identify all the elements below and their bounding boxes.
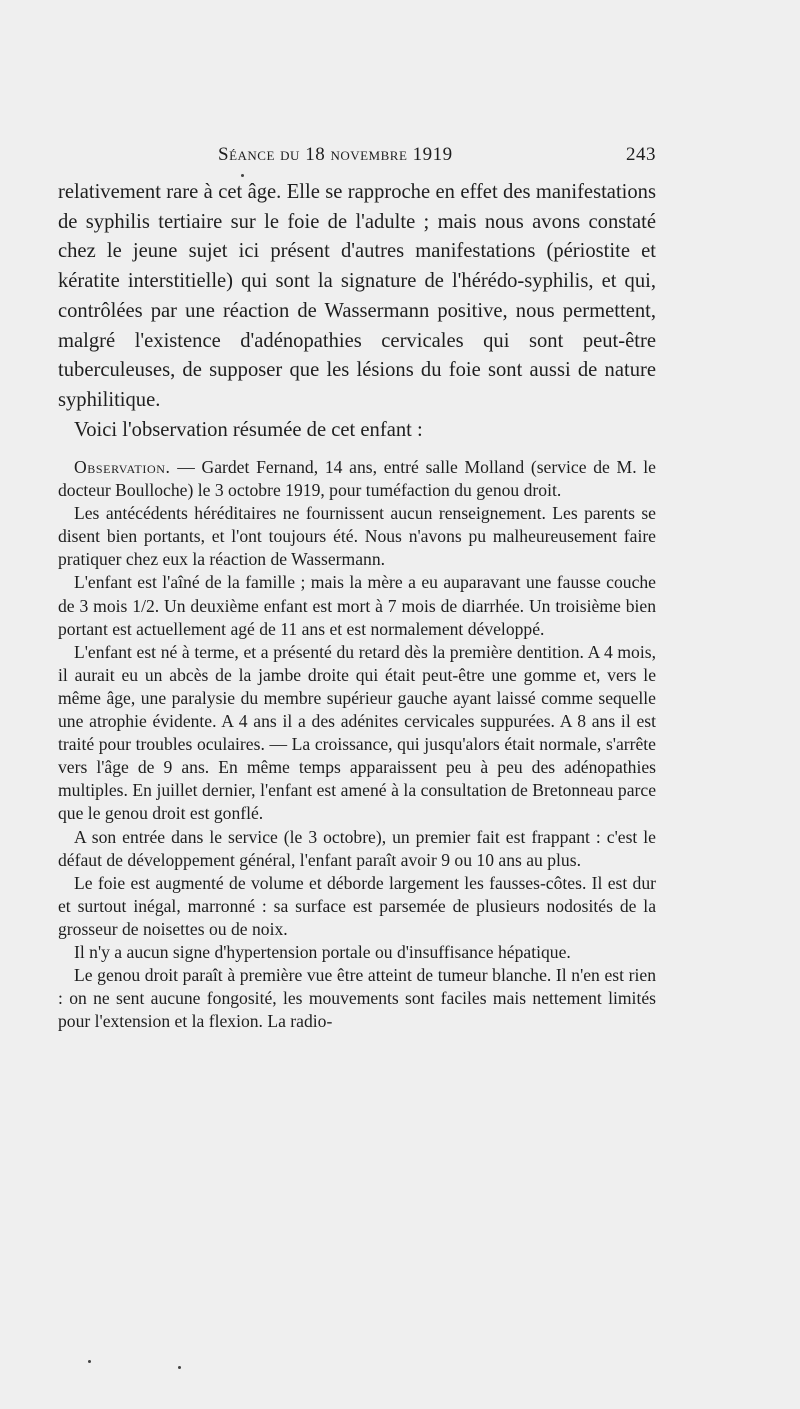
page-number: 243 (626, 144, 656, 165)
observation-paragraph-2: Les antécédents héréditaires ne fournissent aucun renseignement. Les parents se disent bien portants, et l'ont toujours été. Nous n'avons pu malheureusement faire pratiquer chez eux la réaction de Wassermann. (58, 503, 656, 570)
observation-paragraph-5: A son entrée dans le service (le 3 octobre), un premier fait est frappant : c'est le défaut de développement général, l'enfant paraît avoir 9 ou 10 ans au plus. (58, 826, 656, 870)
intro-text (58, 178, 656, 445)
observation-paragraph-6: Le foie est augmenté de volume et déborde largement les fausses-côtes. Il est dur et surtout inégal, marronné : sa surface est parsemée de plusieurs nodosités de la grosseur de noisettes ou de noix. (58, 872, 656, 939)
intro-paragraph-1: relativement rare à cet âge. Elle se rapproche en effet des manifestations de syphilis tertiaire sur le foie de l'adulte ; mais nous avons constaté chez le jeune sujet ici présent d'autres manifestations (périostite et kératite interstitielle) qui sont la signature de l'hérédo-syphilis, et qui, contrôlées par une réaction de Wassermann positive, nous permettent, malgré l'existence d'adénopathies cervicales qui sont peut-être tuberculeuses, de supposer que les lésions du foie sont aussi de nature syphilitique. (58, 181, 656, 411)
observation-paragraph-3: L'enfant est l'aîné de la famille ; mais la mère a eu auparavant une fausse couche de 3 mois 1/2. Un deuxième enfant est mort à 7 mois de diarrhée. Un troisième bien portant est actuellement agé de 11 ans et est normalement développé. (58, 572, 656, 639)
observation-block (58, 456, 656, 1033)
header-day: 18 (305, 144, 326, 165)
header-month: novembre (330, 144, 408, 165)
running-header (58, 144, 656, 170)
ink-speck (178, 1366, 181, 1369)
observation-paragraph-4: L'enfant est né à terme, et a présenté du retard dès la première dentition. A 4 mois, il aurait eu un abcès de la jambe droite qui était peut-être une gomme et, vers le même âge, une paralysie du membre supérieur gauche ayant laissé comme sequelle une atrophie évidente. A 4 ans il a des adénites cervicales suppurées. A 8 ans il est traité pour troubles oculaires. — La croissance, qui jusqu'alors était normale, s'arrête vers l'âge de 9 ans. En même temps apparaissent peu à peu des adénopathies multiples. En juillet dernier, l'enfant est amené à la consultation de Bretonneau parce que le genou droit est gonflé. (58, 641, 656, 824)
observation-paragraph-7: Il n'y a aucun signe d'hypertension portale ou d'insuffisance hépatique. (74, 941, 571, 962)
ink-speck (241, 174, 244, 177)
header-title (218, 144, 453, 166)
header-year: 1919 (412, 144, 453, 165)
ink-speck (88, 1360, 91, 1363)
intro-paragraph-2: Voici l'observation résumée de cet enfant : (74, 418, 423, 441)
observation-paragraph-1-text: — Gardet Fernand, 14 ans, entré salle Molland (service de M. le docteur Boulloche) le 3 octobre 1919, pour tuméfaction du genou droit. (58, 457, 656, 501)
observation-lead: Observation. (74, 457, 171, 477)
observation-paragraph-8: Le genou droit paraît à première vue être atteint de tumeur blanche. Il n'en est rien : on ne sent aucune fongosité, les mouvements sont faciles mais nettement limités pour l'extension et la flexion. La radio- (58, 965, 656, 1032)
header-session-label: Séance du (218, 144, 300, 165)
observation-paragraph-1 (58, 456, 656, 502)
